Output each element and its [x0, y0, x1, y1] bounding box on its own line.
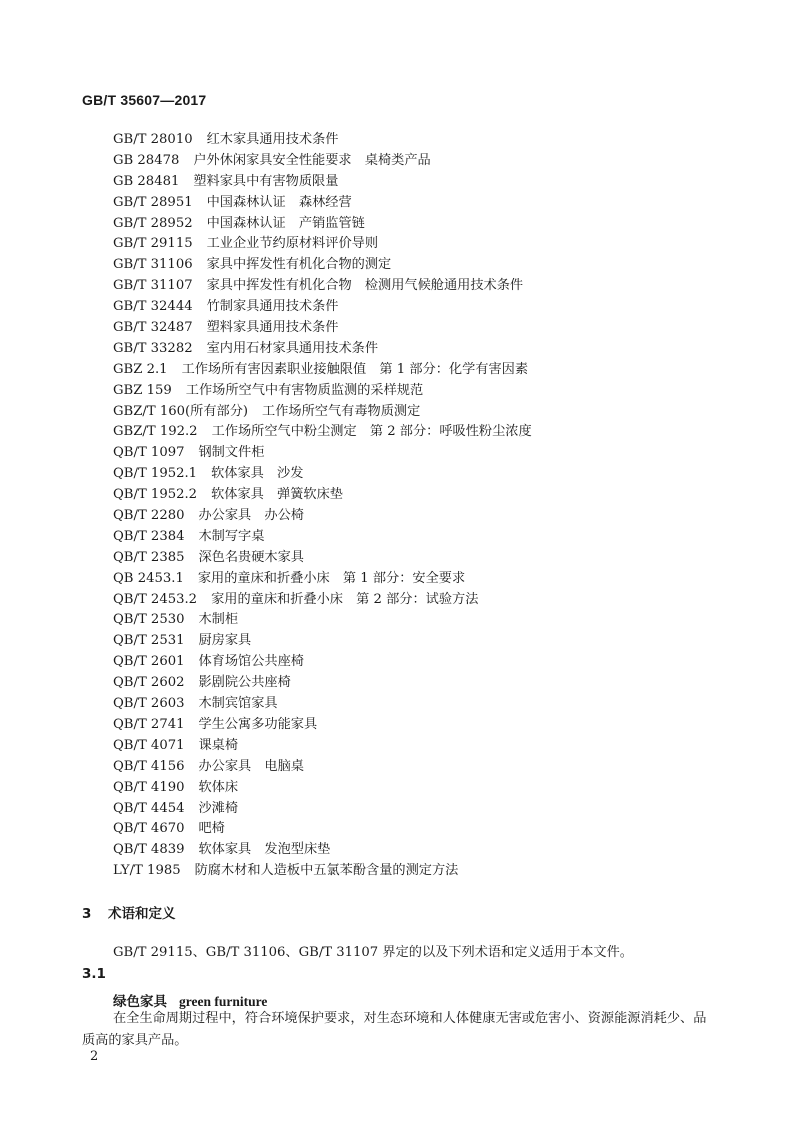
- reference-title: 家用的童床和折叠小床 第 2 部分：试验方法: [211, 591, 479, 607]
- reference-code: GBZ/T 192.2: [113, 424, 198, 440]
- reference-item: [113, 193, 532, 214]
- reference-item: [113, 151, 532, 172]
- reference-item: [113, 631, 532, 652]
- reference-item: [113, 548, 532, 569]
- reference-code: GB 28481: [113, 173, 180, 189]
- reference-code: QB/T 1952.1: [113, 466, 198, 482]
- reference-title: 影剧院公共座椅: [198, 675, 291, 691]
- reference-item: [113, 590, 532, 611]
- reference-item: [113, 172, 532, 193]
- reference-title: 学生公寓多功能家具: [198, 716, 318, 732]
- reference-code: GBZ 2.1: [113, 361, 168, 377]
- reference-title: 工作场所有害因素职业接触限值 第 1 部分：化学有害因素: [181, 361, 529, 377]
- reference-item: [113, 276, 532, 297]
- reference-item: [113, 234, 532, 255]
- reference-code: GB 28478: [113, 152, 180, 168]
- reference-title: 防腐木材和人造板中五氯苯酚含量的测定方法: [194, 863, 459, 879]
- reference-title: 沙滩椅: [198, 800, 239, 816]
- reference-item: [113, 318, 532, 339]
- reference-title: 木制宾馆家具: [198, 696, 278, 712]
- term-title: [113, 990, 267, 1010]
- reference-item: [113, 715, 532, 736]
- reference-code: QB/T 2453.2: [113, 591, 198, 607]
- reference-code: QB/T 1097: [113, 445, 185, 461]
- reference-item: [113, 736, 532, 757]
- reference-title: 户外休闲家具安全性能要求 桌椅类产品: [193, 152, 431, 168]
- reference-item: [113, 819, 532, 840]
- reference-code: QB/T 4071: [113, 737, 185, 753]
- reference-item: [113, 443, 532, 464]
- reference-title: 软体家具 弹簧软床垫: [211, 487, 343, 503]
- reference-item: [113, 402, 532, 423]
- reference-title: 竹制家具通用技术条件: [206, 299, 339, 315]
- reference-item: [113, 652, 532, 673]
- reference-code: QB/T 2603: [113, 696, 185, 712]
- reference-title: 软体家具 沙发: [211, 466, 304, 482]
- reference-title: 办公家具 办公椅: [198, 508, 304, 524]
- reference-code: QB/T 4839: [113, 842, 185, 858]
- reference-code: QB/T 2280: [113, 508, 185, 524]
- reference-code: GB/T 29115: [113, 236, 193, 252]
- reference-code: QB/T 2531: [113, 633, 185, 649]
- reference-title: 中国森林认证 森林经营: [206, 194, 352, 210]
- section-number: 3: [82, 906, 92, 922]
- reference-item: [113, 840, 532, 861]
- term-number: 3.1: [82, 966, 106, 982]
- reference-item: [113, 673, 532, 694]
- reference-title: 木制写字桌: [198, 528, 265, 544]
- reference-title: 家具中挥发性有机化合物 检测用气候舱通用技术条件: [206, 278, 524, 294]
- reference-code: QB 2453.1: [113, 570, 184, 586]
- reference-code: GB/T 28952: [113, 215, 193, 231]
- section-heading: [82, 902, 176, 922]
- term-definition: 在全生命周期过程中，符合环境保护要求，对生态环境和人体健康无害或危害小、资源能源消耗少、品质高的家具产品。: [82, 1011, 707, 1048]
- section-title: 术语和定义: [108, 906, 176, 922]
- reference-title: 钢制文件柜: [198, 445, 265, 461]
- reference-item: [113, 339, 532, 360]
- reference-item: [113, 506, 532, 527]
- reference-code: GB/T 28951: [113, 194, 193, 210]
- reference-item: [113, 861, 532, 882]
- reference-item: [113, 214, 532, 235]
- reference-item: [113, 778, 532, 799]
- term-title-zh: 绿色家具: [113, 994, 167, 1010]
- reference-code: QB/T 2601: [113, 654, 185, 670]
- reference-item: [113, 464, 532, 485]
- reference-code: LY/T 1985: [113, 863, 181, 879]
- reference-code: QB/T 1952.2: [113, 487, 198, 503]
- reference-code: QB/T 2530: [113, 612, 185, 628]
- reference-code: QB/T 4190: [113, 779, 185, 795]
- reference-title: 家用的童床和折叠小床 第 1 部分：安全要求: [197, 570, 466, 586]
- reference-item: [113, 799, 532, 820]
- reference-code: GBZ/T 160(所有部分): [113, 403, 249, 419]
- reference-code: QB/T 2602: [113, 675, 185, 691]
- reference-title: 吧椅: [198, 821, 225, 837]
- page-header-standard-id: GB/T 35607—2017: [82, 92, 207, 108]
- reference-item: [113, 130, 532, 151]
- reference-title: 办公家具 电脑桌: [198, 758, 304, 774]
- reference-code: QB/T 4156: [113, 758, 185, 774]
- reference-item: [113, 381, 532, 402]
- reference-title: 软体家具 发泡型床垫: [198, 842, 331, 858]
- reference-code: QB/T 2741: [113, 716, 185, 732]
- term-title-en: green furniture: [179, 994, 268, 1009]
- reference-title: 工作场所空气中粉尘测定 第 2 部分：呼吸性粉尘浓度: [211, 424, 532, 440]
- reference-code: GB/T 32487: [113, 320, 193, 336]
- reference-code: GBZ 159: [113, 382, 172, 398]
- reference-item: [113, 694, 532, 715]
- reference-item: [113, 485, 532, 506]
- reference-title: 课桌椅: [198, 737, 239, 753]
- reference-item: [113, 527, 532, 548]
- reference-title: 体育场馆公共座椅: [198, 654, 304, 670]
- reference-item: [113, 610, 532, 631]
- reference-title: 室内用石材家具通用技术条件: [206, 340, 379, 356]
- reference-title: 红木家具通用技术条件: [206, 132, 339, 147]
- reference-item: [113, 360, 532, 381]
- reference-title: 工作场所空气中有害物质监测的采样规范: [185, 382, 424, 398]
- reference-title: 家具中挥发性有机化合物的测定: [206, 257, 392, 273]
- reference-title: 塑料家具通用技术条件: [206, 320, 339, 336]
- reference-title: 塑料家具中有害物质限量: [193, 173, 339, 189]
- reference-title: 软体床: [198, 779, 239, 795]
- reference-item: [113, 422, 532, 443]
- reference-title: 中国森林认证 产销监管链: [206, 215, 365, 231]
- reference-code: GB/T 32444: [113, 299, 193, 315]
- reference-code: GB/T 33282: [113, 340, 193, 356]
- reference-code: GB/T 31106: [113, 257, 193, 273]
- reference-code: QB/T 2385: [113, 549, 185, 565]
- terms-intro-paragraph: GB/T 29115、GB/T 31106、GB/T 31107 界定的以及下列术语和定义适用于本文件。: [113, 945, 633, 960]
- reference-title: 木制柜: [198, 612, 239, 628]
- page-number: 2: [90, 1049, 99, 1064]
- reference-title: 工业企业节约原材料评价导则: [206, 236, 379, 252]
- reference-code: QB/T 4670: [113, 821, 185, 837]
- reference-title: 厨房家具: [198, 633, 252, 649]
- reference-code: QB/T 2384: [113, 528, 185, 544]
- reference-code: GB/T 28010: [113, 132, 193, 147]
- reference-title: 深色名贵硬木家具: [198, 549, 304, 565]
- reference-title: 工作场所空气有毒物质测定: [262, 403, 421, 419]
- reference-code: QB/T 4454: [113, 800, 185, 816]
- reference-item: [113, 255, 532, 276]
- normative-references-list: [113, 130, 532, 882]
- reference-item: [113, 569, 532, 590]
- reference-code: GB/T 31107: [113, 278, 193, 294]
- reference-item: [113, 297, 532, 318]
- reference-item: [113, 757, 532, 778]
